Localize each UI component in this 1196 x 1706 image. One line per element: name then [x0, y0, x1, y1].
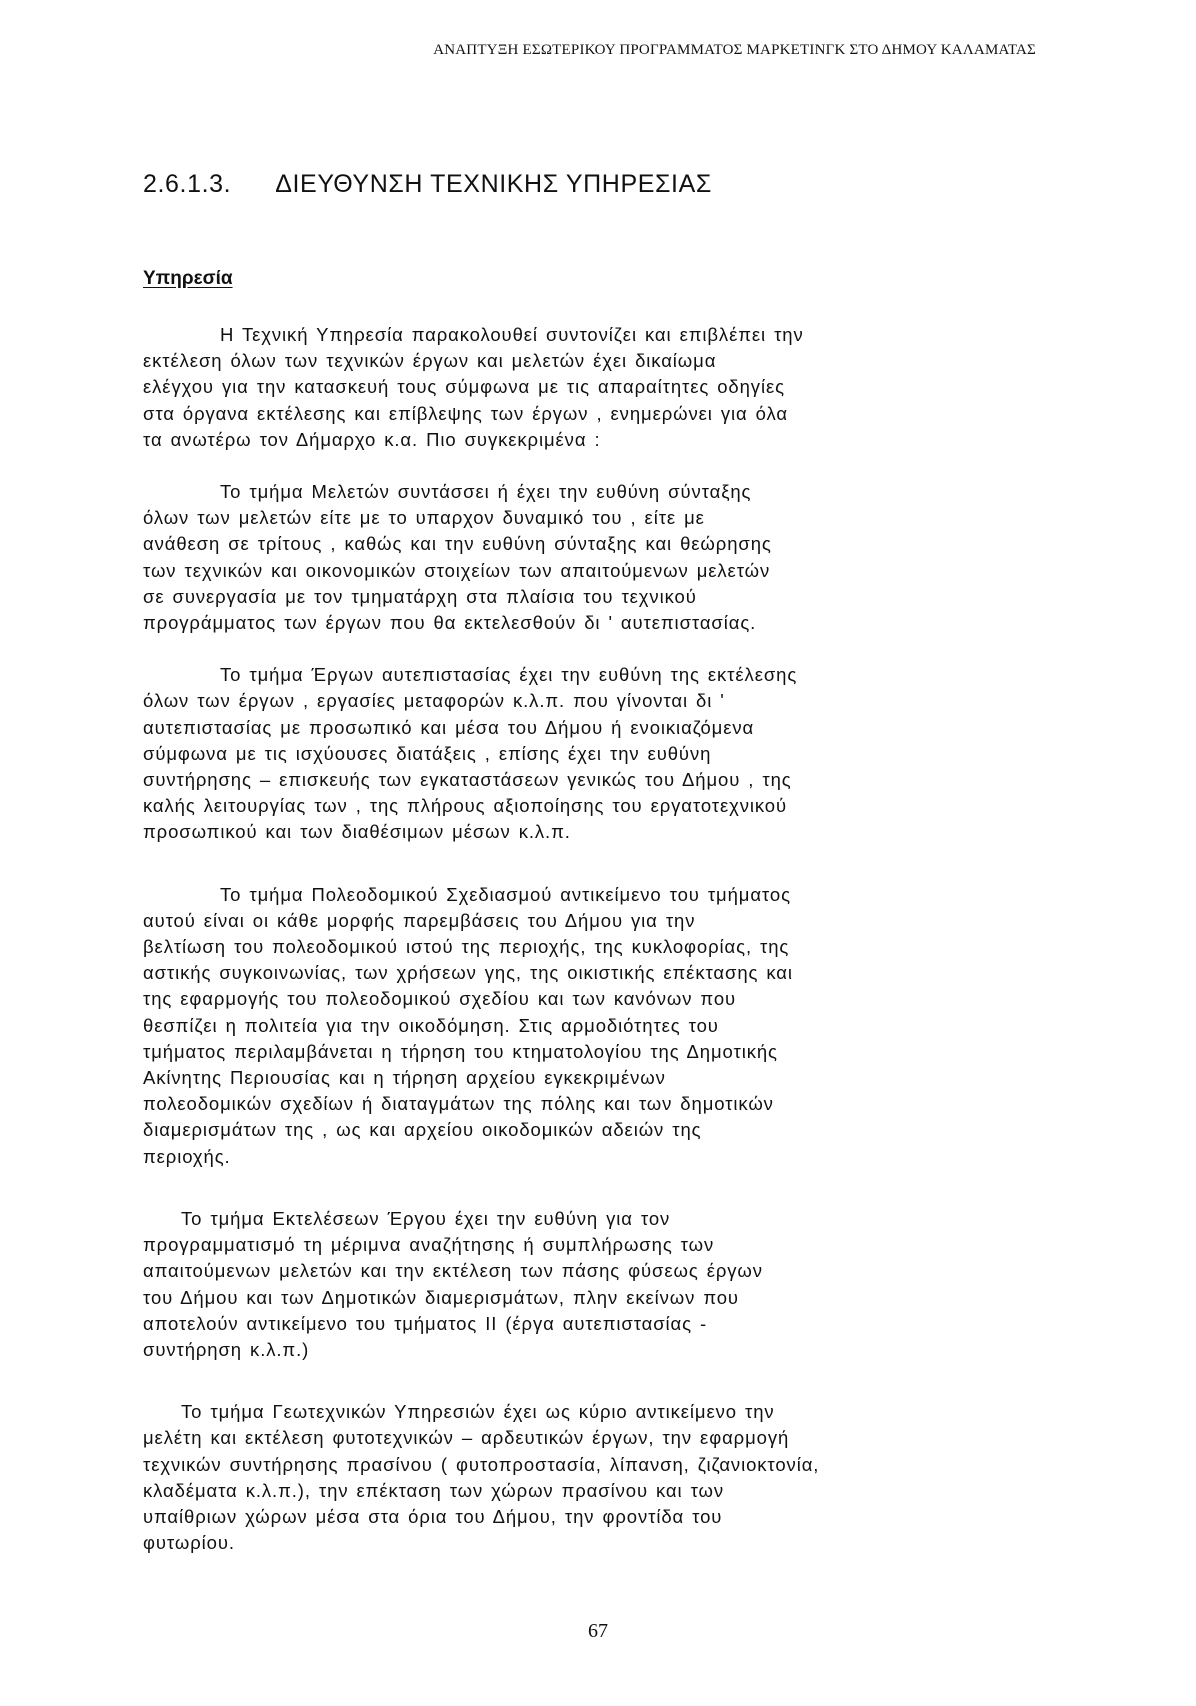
text-line: κλαδέματα κ.λ.π.), την επέκταση των χώρων πρασίνου και των: [143, 1479, 725, 1501]
text-line: Το τμήμα Εκτελέσεων Έργου έχει την ευθύνη για τον: [181, 1207, 671, 1229]
text-line: αποτελούν αντικείμενο του τμήματος ΙΙ (έργα αυτεπιστασίας -: [143, 1312, 708, 1334]
text-line: προσωπικού και των διαθέσιμων μέσων κ.λ.π.: [143, 821, 571, 843]
text-line: Το τμήμα Γεωτεχνικών Υπηρεσιών έχει ως κύριο αντικείμενο την: [181, 1401, 775, 1423]
text-line: σύμφωνα με τις ισχύουσες διατάξεις , επίσης έχει την ευθύνη: [143, 742, 712, 764]
text-line: θεσπίζει η πολιτεία για την οικοδόμηση. Στις αρμοδιότητες του: [143, 1014, 719, 1036]
text-line: αυτού είναι οι κάθε μορφής παρεμβάσεις του Δήμου για την: [143, 909, 696, 931]
text-line: ανάθεση σε τρίτους , καθώς και την ευθύνη σύνταξης και θεώρησης: [143, 533, 772, 555]
document-body: [143, 322, 1051, 1556]
text-line: τεχνικών συντήρησης πρασίνου ( φυτοπροστασία, λίπανση, ζιζανιοκτονία,: [143, 1453, 820, 1475]
text-line: Το τμήμα Πολεοδομικού Σχεδιασμού αντικείμενο του τμήματος: [220, 883, 791, 905]
text-line: όλων των μελετών είτε με το υπαρχον δυναμικό του , είτε με: [143, 507, 705, 529]
text-line: σε συνεργασία με τον τμηματάρχη στα πλαίσια του τεχνικού: [143, 585, 697, 607]
text-line: ελέγχου για την κατασκευή τους σύμφωνα με τις απαραίτητες οδηγίες: [143, 376, 785, 398]
text-line: Το τμήμα Μελετών συντάσσει ή έχει την ευθύνη σύνταξης: [220, 481, 752, 503]
text-line: των τεχνικών και οικονομικών στοιχείων των απαιτούμενων μελετών: [143, 559, 771, 581]
text-line: φυτωρίου.: [143, 1532, 235, 1554]
text-line: αστικής συγκοινωνίας, των χρήσεων γης, της οικιστικής επέκτασης και: [143, 962, 793, 984]
paragraph-execution-department: [143, 1206, 1051, 1363]
text-line: της εφαρμογής του πολεοδομικού σχεδίου και των κανόνων που: [143, 988, 737, 1010]
text-line: τα ανωτέρω τον Δήμαρχο κ.α. Πιο συγκεκριμένα :: [143, 428, 601, 450]
text-line: αυτεπιστασίας με προσωπικό και μέσα του Δήμου ή ενοικιαζόμενα: [143, 716, 755, 738]
text-line: συντήρησης – επισκευής των εγκαταστάσεων γενικώς του Δήμου , της: [143, 769, 792, 791]
section-number: 2.6.1.3.: [143, 170, 232, 198]
service-label: Υπηρεσία: [143, 268, 233, 289]
paragraph-intro: [143, 322, 1051, 453]
paragraph-urban-planning-department: [143, 882, 1051, 1170]
text-line: του Δήμου και των Δημοτικών διαμερισμάτων, πλην εκείνων που: [143, 1286, 739, 1308]
text-line: διαμερισμάτων της , ως και αρχείου οικοδομικών αδειών της: [143, 1119, 702, 1141]
text-line: προγραμματισμό τη μέριμνα αναζήτησης ή συμπλήρωσης των: [143, 1234, 715, 1256]
text-line: Το τμήμα Έργων αυτεπιστασίας έχει την ευθύνη της εκτέλεσης: [220, 664, 798, 686]
text-line: Ακίνητης Περιουσίας και η τήρηση αρχείου εγκεκριμένων: [143, 1067, 666, 1089]
text-line: προγράμματος των έργων που θα εκτελεσθούν δι ' αυτεπιστασίας.: [143, 612, 757, 634]
text-line: τμήματος περιλαμβάνεται η τήρηση του κτηματολογίου της Δημοτικής: [143, 1040, 778, 1062]
paragraph-studies-department: [143, 479, 1051, 636]
text-line: πολεοδομικών σχεδίων ή διαταγμάτων της πόλης και των δημοτικών: [143, 1093, 774, 1115]
paragraph-geotechnical-department: [143, 1399, 1051, 1556]
text-line: περιοχής.: [143, 1145, 231, 1167]
text-line: μελέτη και εκτέλεση φυτοτεχνικών – αρδευτικών έργων, την εφαρμογή: [143, 1427, 790, 1449]
text-line: Η Τεχνική Υπηρεσία παρακολουθεί συντονίζει και επιβλέπει την: [220, 324, 804, 345]
text-line: καλής λειτουργίας των , της πλήρους αξιοποίησης του εργατοτεχνικού: [143, 795, 788, 817]
running-header: ΑΝΑΠΤΥΞΗ ΕΣΩΤΕΡΙΚΟΥ ΠΡΟΓΡΑΜΜΑΤΟΣ ΜΑΡΚΕΤΙΝΓΚ ΣΤΟ ΔΗΜΟΥ ΚΑΛΑΜΑΤΑΣ: [433, 42, 1036, 58]
text-line: όλων των έργων , εργασίες μεταφορών κ.λ.π. που γίνονται δι ': [143, 690, 725, 712]
text-line: στα όργανα εκτέλεσης και επίβλεψης των έργων , ενημερώνει για όλα: [143, 402, 788, 424]
paragraph-self-works-department: [143, 662, 1051, 845]
page-number: 67: [588, 1620, 608, 1642]
text-line: υπαίθριων χώρων μέσα στα όρια του Δήμου, την φροντίδα του: [143, 1505, 723, 1527]
text-line: απαιτούμενων μελετών και την εκτέλεση των πάσης φύσεως έργων: [143, 1260, 763, 1282]
section-heading: [143, 170, 712, 199]
section-title: ΔΙΕΥΘΥΝΣΗ ΤΕΧΝΙΚΗΣ ΥΠΗΡΕΣΙΑΣ: [275, 170, 712, 198]
text-line: βελτίωση του πολεοδομικού ιστού της περιοχής, της κυκλοφορίας, της: [143, 936, 790, 958]
text-line: συντήρηση κ.λ.π.): [143, 1338, 310, 1360]
text-line: εκτέλεση όλων των τεχνικών έργων και μελετών έχει δικαίωμα: [143, 350, 717, 372]
